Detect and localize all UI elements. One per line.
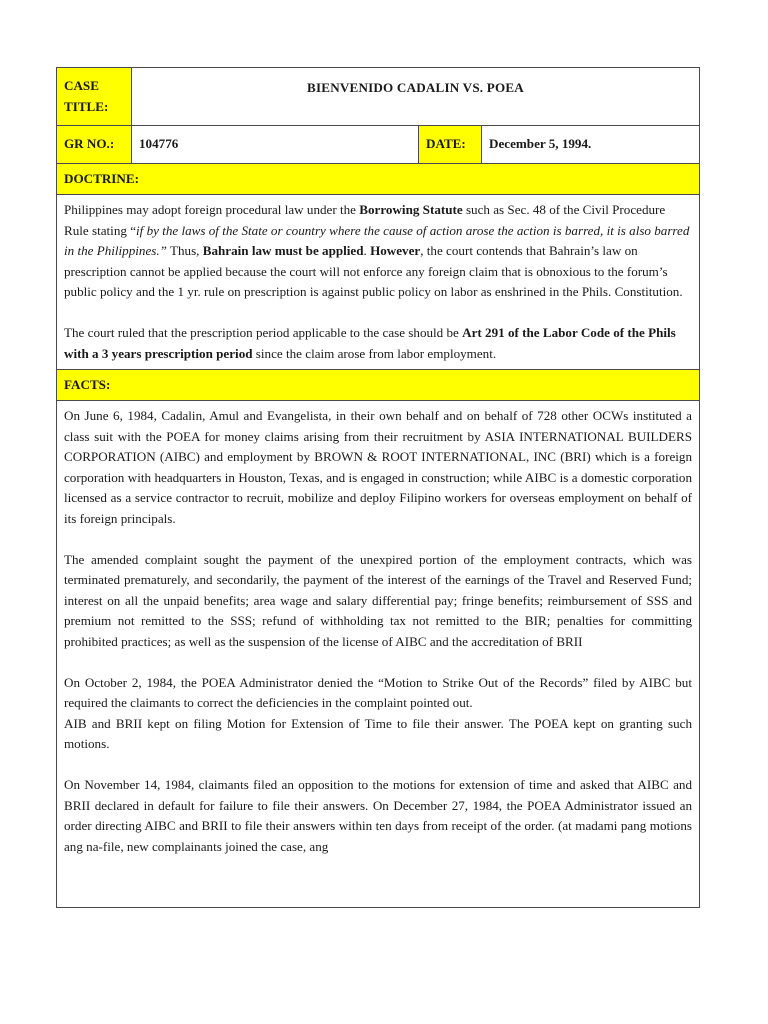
doctrine-label: DOCTRINE: <box>57 164 700 195</box>
doctrine-text: The court ruled that the prescription period applicable to the case should be <box>64 325 463 340</box>
doctrine-body <box>57 195 700 370</box>
case-title-value: BIENVENIDO CADALIN VS. POEA <box>132 68 700 126</box>
facts-paragraph-1: On June 6, 1984, Cadalin, Amul and Evangelista, in their own behalf and on behalf of 728 other OCWs instituted a class suit with the POEA for money claims arising from their recruitment by ASIA INTERNATIONAL BUILDERS CORPORATION (AIBC) and employment by BROWN & ROOT INTERNATIONAL, INC (BRI) which is a foreign corporation with headquarters in Houston, Texas, and is engaged in construction; while AIBC is a domestic corporation licensed as a service contractor to recruit, mobilize and deploy Filipino workers for overseas employment on behalf of its foreign principals. <box>64 408 692 526</box>
gr-no-label: GR NO.: <box>57 126 132 164</box>
facts-header-row <box>57 370 700 401</box>
doctrine-text: . <box>363 243 371 258</box>
facts-paragraph-5: On November 14, 1984, claimants filed an opposition to the motions for extension of time and asked that AIBC and BRII declared in default for failure to file their answers. On December 27, 1984, the POEA Administrator issued an order directing AIBC and BRII to file their answers within ten days from receipt of the order. (at madami pang motions ang na-file, new complainants joined the case, ang <box>64 777 692 854</box>
gr-date-row <box>57 126 700 164</box>
doctrine-paragraph-1 <box>64 200 692 303</box>
facts-content <box>64 406 692 896</box>
facts-paragraph-3: On October 2, 1984, the POEA Administrator denied the “Motion to Strike Out of the Records” filed by AIBC but required the claimants to correct the deficiencies in the complaint pointed out. <box>64 674 692 710</box>
doctrine-bold-text: Bahrain law must be applied <box>202 243 364 258</box>
facts-body <box>57 401 700 908</box>
doctrine-bold-text: Borrowing Statute <box>359 202 463 217</box>
date-label: DATE: <box>419 126 482 164</box>
facts-label: FACTS: <box>57 370 700 401</box>
case-title-row <box>57 68 700 126</box>
paragraph-gap <box>64 303 692 324</box>
doctrine-text: , the court contends that Bahrain’s law on prescription cannot be applied because the court will not enforce any foreign claim that is obnoxious to the forum’s public policy and the 1 yr. rule on prescription is against public policy on labor as enshrined in the Phils. Constitution. <box>64 243 683 299</box>
doctrine-text: since the claim arose from labor employment. <box>252 345 497 361</box>
doctrine-italic-quote: if by the laws of the State or country where the cause of action arose the action is barred, it is also barred in the Philippines.” <box>64 222 690 258</box>
doctrine-body-row <box>57 195 700 370</box>
doctrine-text: Thus, <box>166 243 203 258</box>
gr-no-value: 104776 <box>132 126 419 164</box>
doctrine-bold-text: Art 291 of the Labor Code of the Phils with a 3 years prescription period <box>64 325 676 361</box>
paragraph-gap <box>64 652 692 673</box>
doctrine-text: such as Sec. 48 of the Civil Procedure Rule stating “ <box>64 202 666 238</box>
paragraph-gap <box>64 529 692 550</box>
doctrine-text: Philippines may adopt foreign procedural law under the <box>64 202 360 217</box>
facts-body-row <box>57 401 700 908</box>
facts-paragraph-2: The amended complaint sought the payment of the unexpired portion of the employment contracts, which was terminated prematurely, and secondarily, the payment of the interest of the earnings of the Travel and Reserved Fund; interest on all the unpaid benefits; area wage and salary differential pay; fringe benefits; reimbursement of SSS and premium not remitted to the SSS; refund of withholding tax not remitted to the BIR; penalties for committing prohibited practices; as well as the suspension of the license of AIBC and the accreditation of BRII <box>64 551 692 649</box>
case-digest-table <box>56 67 700 908</box>
doctrine-header-row <box>57 164 700 195</box>
doctrine-paragraph-2 <box>64 323 692 364</box>
paragraph-gap <box>64 755 692 776</box>
doctrine-bold-text: However <box>370 243 421 258</box>
case-title-label: CASE TITLE: <box>57 68 132 126</box>
facts-paragraph-4: AIB and BRII kept on filing Motion for Extension of Time to file their answer. The POEA kept on granting such motions. <box>64 715 692 751</box>
date-value: December 5, 1994. <box>482 126 700 164</box>
